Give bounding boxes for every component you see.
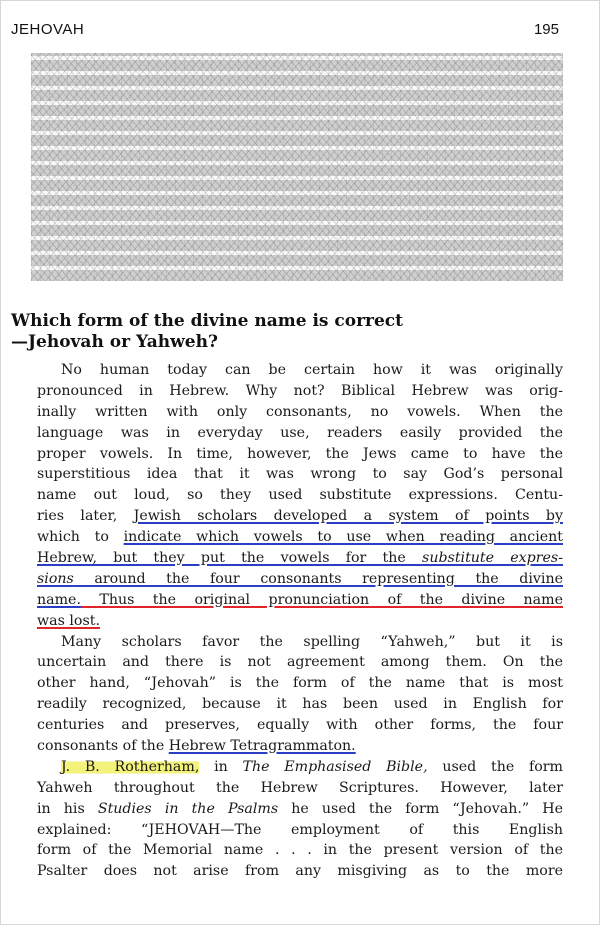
paragraph-line: centuries and preserves, equally with other forms, the four [37,717,563,734]
paragraph-line: proper vowels. In time, however, the Jews came to have the [37,445,563,462]
body-text [37,360,563,882]
text-run: in his [37,800,98,817]
paragraph-line [37,569,563,590]
paragraph-line [37,799,563,820]
paragraph-line: readily recognized, because it has been used in English for [37,696,563,713]
paragraph-line: explained: “JEHOVAH—The employment of this English [37,821,563,838]
paragraph-line [37,527,563,548]
italic-title: Studies in the Psalms [97,800,279,817]
paragraph-line [37,590,563,611]
paragraph-line: name out loud, so they used substitute expressions. Centu- [37,487,563,504]
obscured-text-block [31,53,563,281]
underlined-text: around the four consonants representing the divine [73,570,563,587]
heading-line-1: Which form of the divine name is correct [11,311,404,331]
paragraph-line: No human today can be certain how it was originally [61,362,563,378]
red-underlined-text: Thus the original pronunciation of the divine name [80,591,563,608]
text-run: ries later, [37,508,134,525]
underlined-text: Jewish scholars developed a system of points by [133,508,563,525]
paragraph-line [37,548,563,569]
text-run: he used the form “Jehovah.” He [278,800,563,817]
underlined-italic-text: sions [37,570,74,587]
paragraph-line: Psalter does not arise from any misgiving as to the more [37,863,563,880]
underlined-text: Hebrew Tetragrammaton. [168,738,356,755]
paragraph-line [37,757,563,778]
section-heading [11,311,571,353]
underlined-text: Hebrew, but they put the vowels for the [37,550,423,567]
paragraph-line: language was in everyday use, readers easily provided the [37,424,563,441]
paragraph-line: Many scholars favor the spelling “Yahweh,” but it is [61,633,563,650]
running-header: JEHOVAH [11,21,85,38]
text-run: used the form [427,758,564,775]
underlined-text: indicate which vowels to use when reading ancient [123,529,563,546]
paragraph-line: form of the Memorial name . . . in the present version of the [37,842,563,859]
text-run: consonants of the [37,738,169,755]
text-run: which to [37,529,124,546]
highlighted-text: J. B. Rotherham, [61,758,200,775]
text-run: in [199,758,243,775]
paragraph-line: superstitious idea that it was wrong to say God’s personal [37,466,563,483]
paragraph-line [37,736,563,757]
paragraph-line: other hand, “Jehovah” is the form of the name that is most [37,675,563,692]
paragraph-line [37,611,563,632]
paragraph-line: pronounced in Hebrew. Why not? Biblical Hebrew was orig- [37,382,563,399]
italic-title: The Emphasised Bible, [242,758,428,775]
paragraph-line: Yahweh throughout the Hebrew Scriptures. However, later [37,779,563,796]
underlined-text: name. [37,591,81,608]
paragraph-line: uncertain and there is not agreement among them. On the [37,654,563,671]
paragraph-line: inally written with only consonants, no vowels. When the [37,403,563,420]
red-underlined-text: was lost. [37,612,100,629]
underlined-italic-text: substitute expres- [422,550,563,567]
heading-line-2: —Jehovah or Yahweh? [11,332,218,352]
paragraph-line [37,506,563,527]
page-number: 195 [533,21,559,38]
